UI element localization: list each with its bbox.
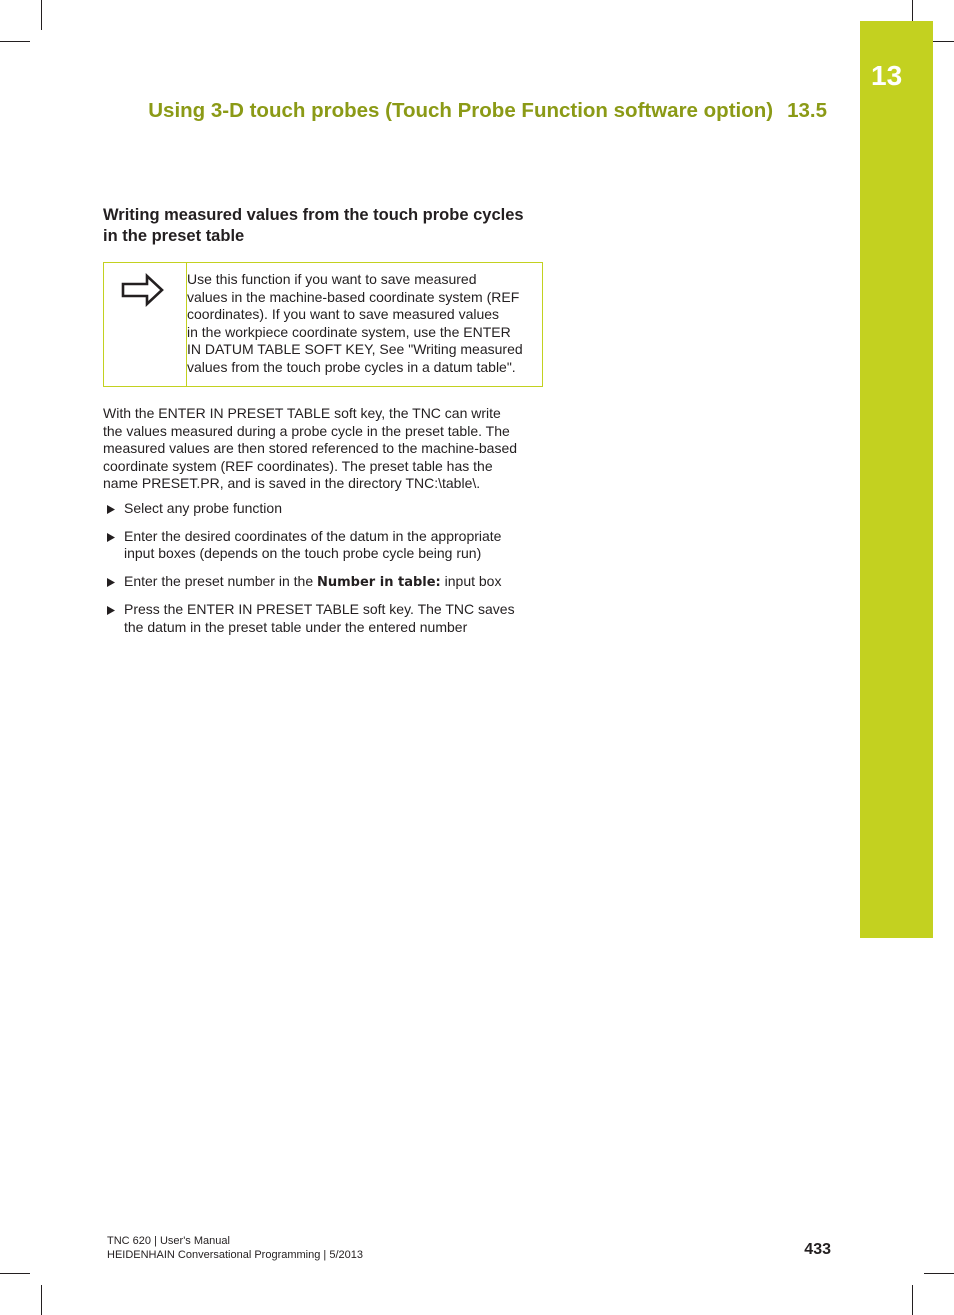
crop-mark [41,1285,42,1315]
crop-mark [912,1285,913,1315]
step-text: input boxes (depends on the touch probe cycle being run) [124,545,482,561]
body-line: coordinate system (REF coordinates). The preset table has the [103,457,493,474]
step-text: Select any probe function [124,500,282,516]
triangle-bullet-icon [107,578,115,587]
crop-mark [0,41,30,42]
list-item [103,500,543,518]
list-item [103,528,543,563]
note-line: coordinates). If you want to save measured values [187,306,500,322]
step-text: Enter the desired coordinates of the datum in the appropriate [124,527,502,544]
step-keyword: Number in table: [317,574,441,590]
step-list [103,500,543,646]
triangle-bullet-icon [107,606,115,615]
step-text: the datum in the preset table under the entered number [124,618,468,635]
running-header-title: Using 3-D touch probes (Touch Probe Function software option) [148,99,774,122]
body-line: the values measured during a probe cycle in the preset table. The [103,422,510,439]
page-number: 433 [804,1241,831,1258]
step-text: input box [440,572,502,589]
arrow-right-icon [121,273,165,307]
footer-text [107,1234,363,1262]
note-line: Use this function if you want to save measured [187,271,477,287]
crop-mark [41,0,42,30]
running-header-section: 13.5 [787,99,827,122]
triangle-bullet-icon [107,505,115,514]
running-header [148,98,827,124]
body-line: With the ENTER IN PRESET TABLE soft key, the TNC can write [103,405,501,421]
triangle-bullet-icon [107,533,115,542]
note-line: in the workpiece coordinate system, use the ENTER [187,323,511,340]
footer-line: HEIDENHAIN Conversational Programming | 5/2013 [107,1249,363,1261]
crop-mark [0,1273,30,1274]
footer-line: TNC 620 | User's Manual [107,1235,230,1247]
note-text [187,271,539,376]
step-text: Press the ENTER IN PRESET TABLE soft key. The TNC saves [124,601,515,617]
body-line: name PRESET.PR, and is saved in the directory TNC:\table\. [103,475,481,491]
note-line: values from the touch probe cycles in a datum table". [187,358,516,375]
chapter-tab [860,21,933,938]
section-heading [103,205,563,247]
crop-mark [924,1273,954,1274]
step-text: Enter the preset number in the [124,572,317,589]
note-box [103,262,543,387]
note-line: values in the machine-based coordinate system (REF [187,288,520,305]
section-heading-line: in the preset table [103,227,245,245]
body-paragraph [103,405,543,493]
note-line: IN DATUM TABLE SOFT KEY, See "Writing measured [187,341,523,357]
list-item [103,601,543,636]
list-item [103,573,543,592]
body-line: measured values are then stored referenced to the machine-based [103,440,518,456]
section-heading-line: Writing measured values from the touch probe cycles [103,206,524,224]
chapter-number: 13 [871,60,903,91]
